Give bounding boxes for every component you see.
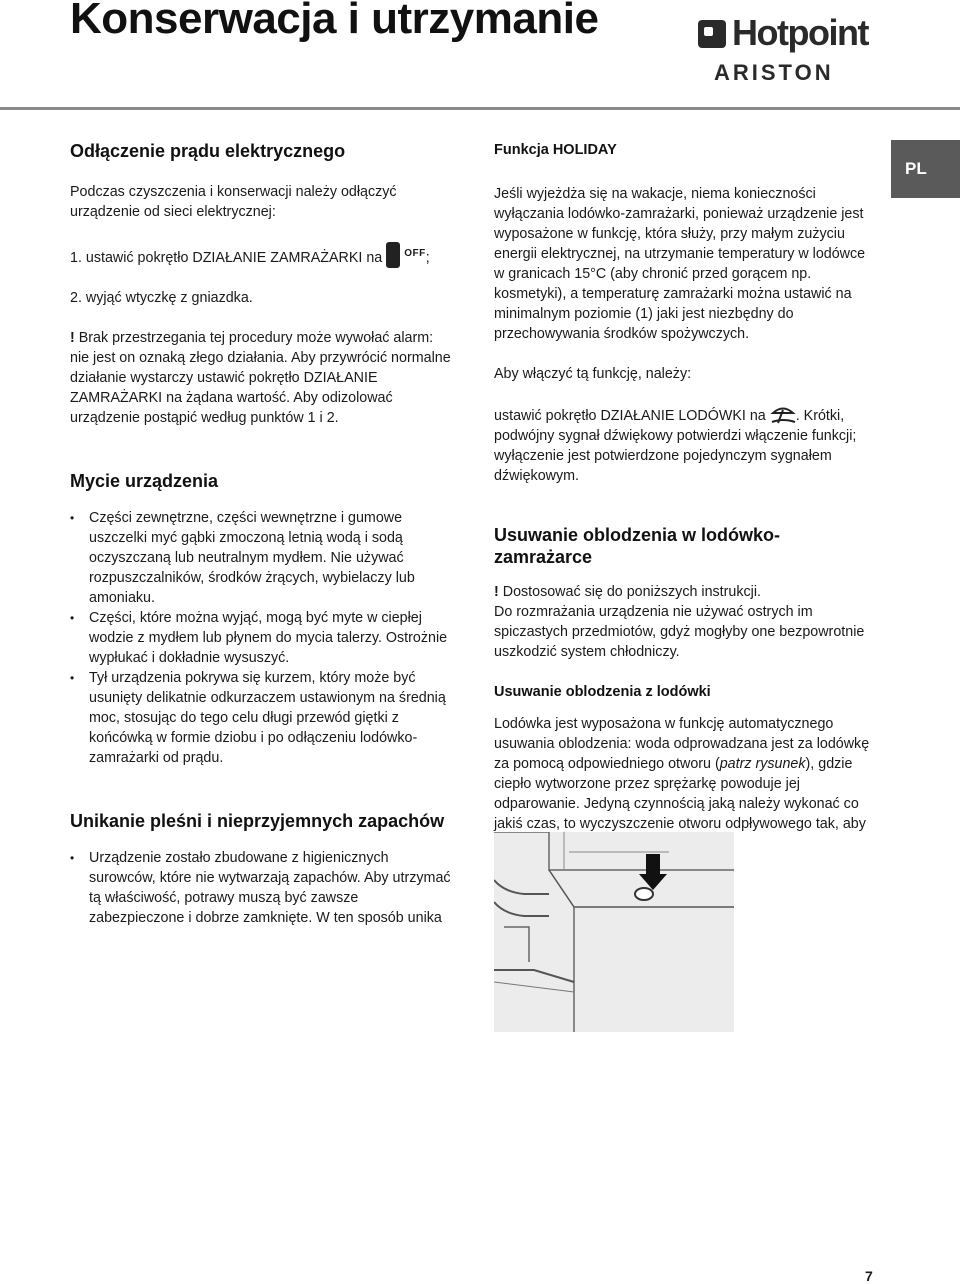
list-item: • Części zewnętrzne, części wewnętrzne i gumowe uszczelki myć gąbki zmoczoną letnią wodą i sodą oczyszczaną lub neutralnym mydłem. Nie używać rozpuszczalników, środków żrących, wybielaczy lub amoniaku. <box>70 508 455 608</box>
brand-subname: ARISTON <box>714 60 834 85</box>
list-item: • Części, które można wyjąć, mogą być myte w ciepłej wodzie z mydłem lub płynem do mycia talerzy. Ostrożnie wypłukać i dokładnie wysuszyć. <box>70 608 455 668</box>
page-title: Konserwacja i utrzymanie <box>70 0 599 43</box>
freezer-knob-icon <box>386 242 400 268</box>
holiday-instruction: Aby włączyć tą funkcję, należy: <box>494 366 692 382</box>
defrost-warning: ! Dostosować się do poniższych instrukcji. <box>494 584 761 600</box>
cleaning-list <box>70 508 455 768</box>
fridge-defrost-text: Lodówka jest wyposażona w funkcję automatycznego usuwania oblodzenia: woda odprowadzana jest za lodówkę za pomocą odpowiedniego otworu (patrz rysunek), gdzie ciepło wytworzone przez sprężarkę powoduje jej odparowanie. Jedyną czynnością jaką należy wykonać co jakiś czas, to wyczyszczenie otworu odpływowego tak, aby <box>494 716 870 832</box>
power-step-2: 2. wyjąć wtyczkę z gniazdka. <box>70 290 253 306</box>
page-number: 7 <box>865 1268 873 1284</box>
list-item: • Urządzenie zostało zbudowane z higienicznych surowców, które nie wytwarzają zapachów. Aby utrzymać tą właściwość, potrawy muszą być zawsze zabezpieczone i dobrze zamknięte. W ten sposób unika <box>70 848 455 928</box>
power-step-1: 1. ustawić pokrętło DZIAŁANIE ZAMRAŻARKI na $^{OFF}$; <box>70 242 455 268</box>
section-heading-defrost: Usuwanie oblodzenia w lodówko-zamrażarce <box>494 525 781 567</box>
list-item: • Tył urządzenia pokrywa się kurzem, który może być usunięty delikatnie odkurzaczem ustawionym na średnią moc, stosując do tego celu długi przewód giętki z końcówką w formie dziobu i po odłączeniu lodówko-zamrażarki od prądu. <box>70 668 455 768</box>
subheading-fridge-defrost: Usuwanie oblodzenia z lodówki <box>494 684 711 700</box>
section-heading-cleaning: Mycie urządzenia <box>70 471 219 491</box>
warning-mark: ! <box>70 330 75 346</box>
defrost-text: Do rozmrażania urządzenia nie używać ostrych im spiczastych przedmiotów, gdyż mogłyby one bezpowrotnie uszkodzić system chłodniczy. <box>494 604 865 660</box>
section-heading-holiday: Funkcja HOLIDAY <box>494 142 617 158</box>
language-tab: PL <box>891 140 960 198</box>
drain-hole-illustration <box>494 832 734 1032</box>
header-divider <box>0 107 960 110</box>
off-symbol: OFF <box>404 248 426 259</box>
section-heading-mold: Unikanie pleśni i nieprzyjemnych zapachów <box>70 811 445 831</box>
page-header <box>0 0 960 108</box>
left-column <box>70 140 455 928</box>
beach-umbrella-icon <box>770 404 796 424</box>
holiday-description: Jeśli wyjeżdża się na wakacje, niema konieczności wyłączania lodówko-zamrażarki, ponieważ urządzenie jest wyposażone w funkcję, która służy, przy małym zużyciu energii elektrycznej, na utrzymanie temperatury w lodówce w granicach 15°C (aby chronić przed gorącem np. kosmetyki), a temperaturę zamrażarki można ustawić na minimalnym poziomie (1) jaki jest niezbędny do przechowywania środków spożywczych. <box>494 186 866 342</box>
right-column <box>494 140 874 854</box>
power-intro: Podczas czyszczenia i konserwacji należy odłączyć urządzenie od sieci elektrycznej: <box>70 184 397 220</box>
brand-name: Hotpoint <box>732 12 868 53</box>
brand-logo <box>698 10 878 90</box>
warning-mark: ! <box>494 584 499 600</box>
power-warning: ! Brak przestrzegania tej procedury może wywołać alarm: nie jest on oznaką złego działania. Aby przywrócić normalne działanie wystarczy ustawić pokrętło DZIAŁANIE ZAMRAŻARKI na żądana wartość. Aby odizolować urządzenie postąpić według punktów 1 i 2. <box>70 330 451 426</box>
holiday-steps: ustawić pokrętło DZIAŁANIE LODÓWKI na . Krótki, podwójny sygnał dźwiękowy potwierdzi włączenie funkcji; wyłączenie jest potwierdzone pojedynczym sygnałem dźwiękowym. <box>494 404 874 486</box>
brand-mark-icon <box>698 20 726 48</box>
section-heading-power: Odłączenie prądu elektrycznego <box>70 141 346 161</box>
mold-list <box>70 848 455 928</box>
